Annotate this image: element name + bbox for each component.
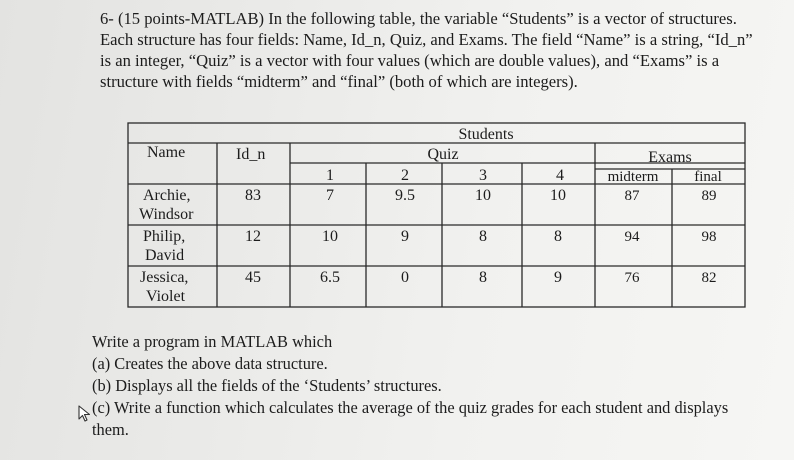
- row1-final: 89: [701, 188, 717, 204]
- row3-quiz3: 8: [479, 269, 487, 286]
- row1-midterm: 87: [624, 188, 640, 204]
- row2-quiz4: 8: [554, 228, 562, 245]
- row3-quiz1: 6.5: [320, 269, 340, 286]
- row1-name-second: Windsor: [139, 206, 194, 223]
- quiz-col-4: 4: [556, 167, 564, 184]
- row1-quiz4: 10: [550, 187, 566, 204]
- task-a: (a) Creates the above data structure.: [92, 354, 328, 373]
- row2-quiz1: 10: [322, 228, 338, 245]
- row2-id: 12: [245, 228, 261, 245]
- task-list: [92, 331, 792, 441]
- header-midterm: midterm: [607, 169, 659, 185]
- row3-name-second: Violet: [146, 288, 186, 305]
- row2-midterm: 94: [624, 229, 640, 245]
- row2-name-first: Philip,: [143, 228, 186, 245]
- question-line-1: 6- (15 points-MATLAB) In the following table, the variable “Students” is a vector of structures.: [100, 9, 737, 28]
- header-name: Name: [147, 144, 186, 161]
- row3-quiz4: 9: [554, 269, 562, 286]
- row3-id: 45: [245, 269, 261, 286]
- task-c-line-2: them.: [92, 420, 129, 439]
- row2-name-second: David: [145, 247, 185, 264]
- row3-quiz2: 0: [401, 269, 409, 286]
- row1-quiz2: 9.5: [395, 187, 415, 204]
- question-line-3: is an integer, “Quiz” is a vector with four values (which are double values), and “Exams” is a: [100, 51, 720, 70]
- row1-id: 83: [245, 187, 261, 204]
- task-c-line-1: (c) Write a function which calculates the average of the quiz grades for each student and displays: [92, 398, 729, 417]
- header-exams: Exams: [648, 149, 692, 166]
- quiz-col-2: 2: [401, 167, 409, 184]
- question-line-4: structure with fields “midterm” and “final” (both of which are integers).: [100, 72, 578, 91]
- row3-midterm: 76: [624, 270, 640, 286]
- header-final: final: [694, 169, 722, 185]
- row2-quiz3: 8: [479, 228, 487, 245]
- header-quiz: Quiz: [427, 146, 459, 163]
- row3-name-first: Jessica,: [140, 269, 189, 286]
- table-title: Students: [458, 126, 514, 143]
- quiz-col-3: 3: [479, 167, 487, 184]
- mouse-pointer-icon: [78, 405, 92, 423]
- row3-final: 82: [701, 270, 717, 286]
- row1-quiz1: 7: [326, 187, 334, 204]
- header-id: Id_n: [236, 146, 266, 163]
- task-b: (b) Displays all the fields of the ‘Students’ structures.: [92, 376, 442, 395]
- row1-name-first: Archie,: [143, 187, 191, 204]
- quiz-col-1: 1: [326, 167, 334, 184]
- row2-quiz2: 9: [401, 228, 409, 245]
- question-line-2: Each structure has four fields: Name, Id_n, Quiz, and Exams. The field “Name” is a string, “Id_n”: [100, 30, 753, 49]
- row2-final: 98: [701, 229, 717, 245]
- row1-quiz3: 10: [475, 187, 491, 204]
- task-intro: Write a program in MATLAB which: [92, 332, 333, 351]
